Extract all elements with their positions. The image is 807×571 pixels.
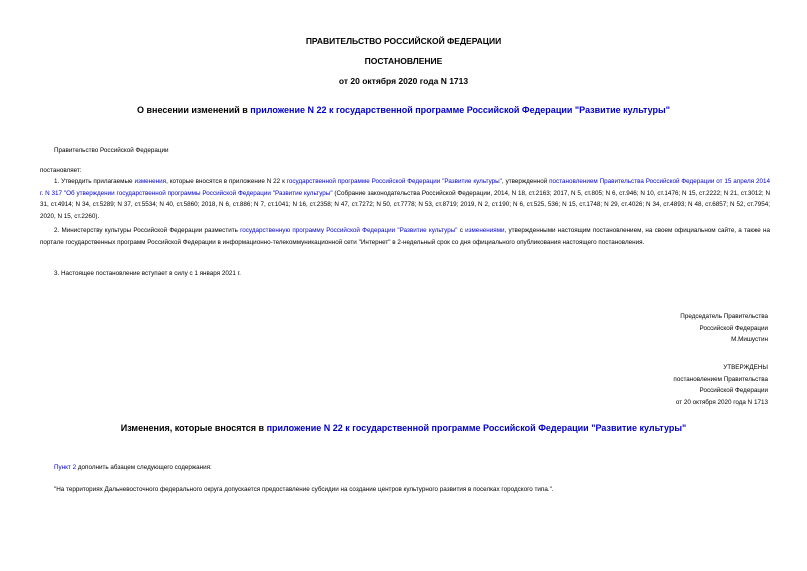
approved-block: [673, 362, 768, 408]
approved-org: Российской Федерации: [699, 387, 768, 394]
signature-position: Председатель Правительства: [680, 313, 768, 320]
change-item: [54, 462, 212, 474]
changes-title: [0, 423, 807, 433]
paragraph-3: 3. Настоящее постановление вступает в силу с 1 января 2021 г.: [54, 270, 241, 277]
issuer: Правительство Российской Федерации: [54, 147, 169, 154]
annex-22-link-2[interactable]: приложение N 22 к государственной программе Российской Федерации "Развитие культуры": [266, 423, 687, 433]
document-type: ПОСТАНОВЛЕНИЕ: [364, 56, 443, 66]
p1-text-a: 1. Утвердить прилагаемые: [54, 178, 135, 185]
state-program-link[interactable]: государственной программе Российской Федерации "Развитие культуры": [286, 178, 502, 185]
document-title: [0, 105, 807, 115]
p2-text-b: с: [457, 227, 466, 234]
p1-text-b: , которые вносятся в приложение N 22 к: [166, 178, 287, 185]
p1-text-c: , утвержденной: [501, 178, 550, 185]
approved-title: УТВЕРЖДЕНЫ: [723, 364, 768, 371]
document-date-number: от 20 октября 2020 года N 1713: [338, 76, 469, 86]
changes-link-2[interactable]: изменениями: [465, 227, 505, 234]
point-2-link[interactable]: Пункт 2: [54, 464, 77, 471]
document-title-prefix: О внесении изменений в: [137, 105, 251, 115]
p2-text-a: 2. Министерству культуры Российской Федерации разместить: [54, 227, 241, 234]
approved-by: постановлением Правительства: [673, 375, 768, 383]
p2-text-c: , утвержденными настоящим постановлением, на своем официальном сайте, а также на портале государственных программ Российской Федерации в информационно-телекоммуникационной сети "Интернет" в 2-недельный срок со дня официального опубликования настоящего постановления.: [40, 227, 770, 246]
signature-block: [680, 311, 768, 346]
changes-link[interactable]: изменения: [134, 178, 167, 185]
government-name: ПРАВИТЕЛЬСТВО РОССИЙСКОЙ ФЕДЕРАЦИИ: [305, 36, 502, 46]
decree-word: постановляет:: [40, 167, 82, 174]
annex-22-link[interactable]: приложение N 22 к государственной программе Российской Федерации "Развитие культуры": [250, 105, 670, 115]
p1-text-d: (Собрание законодательства Российской Федерации, 2014, N 18, ст.2163; 2017, N 5, ст.805; N 6, ст.946; N 10, ст.1476; N 15, ст.2222; N 21, ст.3012; N 31, ст.4914; N 34, ст.5289; N 37, ст.5534; N 40, ст.5860; 2018, N 6, ст.886; N 7, ст.1041; N 16, ст.2358; N 47, ст.7272; N 50, ст.7778; N 53, ст.8719; 2019, N 2, ст.190; N 6, ст.525, 536; N 15, ст.1748; N 29, ст.4026; N 34, ст.4893; N 48, ст.6857; N 52, ст.7954; 2020, N 15, ст.2260).: [40, 189, 770, 220]
change-quote: "На территориях Дальневосточного федерального округа допускается предоставление субсидии на создание центров культурного развития в поселках городского типа.".: [54, 486, 554, 493]
paragraph-2: [40, 225, 770, 248]
state-program-link-2[interactable]: государственную программу Российской Федерации "Развитие культуры": [240, 227, 458, 234]
changes-title-prefix: Изменения, которые вносятся в: [120, 423, 267, 433]
approved-date: от 20 октября 2020 года N 1713: [675, 398, 768, 406]
signature-name: М.Мишустин: [731, 336, 768, 343]
paragraph-1: [40, 176, 770, 222]
signature-org: Российской Федерации: [699, 324, 768, 332]
resolution-317-link[interactable]: постановлением Правительства Российской Федерации от 15 апреля 2014 г. N 317 "Об утверждении государственной программы Российской Федерации "Развитие культуры": [40, 178, 770, 197]
change-item-text: дополнить абзацем следующего содержания:: [76, 464, 212, 471]
